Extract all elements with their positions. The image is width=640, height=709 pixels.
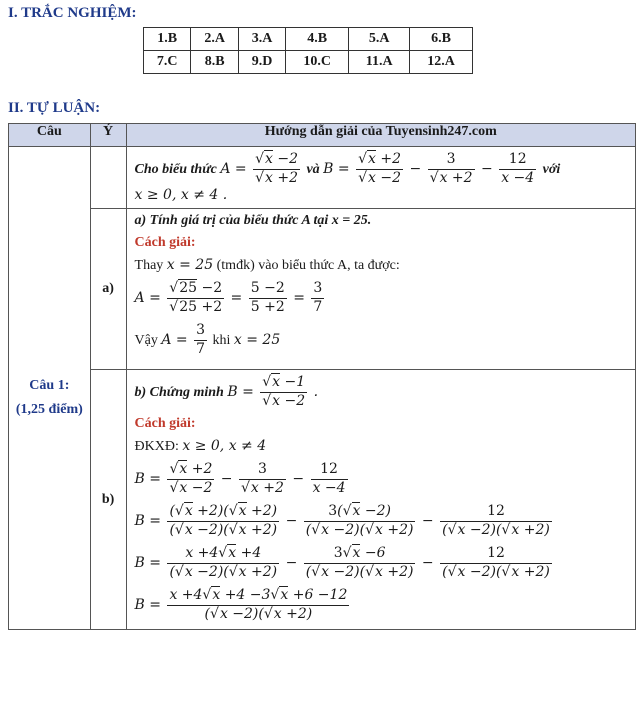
step-1: B = $\frac{√x +2}{√x -2}$ − $\frac{3}{√x +2}$ − $\frac{12}{x -4}$ bbox=[134, 461, 346, 496]
intro-row bbox=[9, 147, 636, 209]
header-cau: Câu bbox=[9, 124, 91, 147]
section-title-essay: II. TỰ LUẬN: bbox=[8, 100, 101, 116]
question-cell bbox=[9, 147, 91, 630]
condition-value: x ≥ 0, x ≠ 4 bbox=[182, 438, 267, 454]
header-y: Ý bbox=[90, 124, 126, 147]
answer-cell: 11.A bbox=[349, 51, 410, 74]
header-row bbox=[9, 124, 636, 147]
condition-label: ĐKXĐ: bbox=[134, 439, 179, 454]
substitute-text-1: Thay bbox=[134, 258, 164, 273]
section-title-multiple-choice: I. TRẮC NGHIỆM: bbox=[8, 5, 137, 21]
intro-with: với bbox=[542, 162, 561, 177]
intro-y-cell bbox=[90, 147, 126, 209]
answer-cell: 7.C bbox=[144, 51, 191, 74]
part-a-solution-title: Cách giải: bbox=[134, 235, 196, 250]
part-a-label: a) bbox=[90, 209, 126, 370]
step-3: B = $\frac{x +4√x +4}{(√x -2)(√x +2)}$ − $\frac{3√x -6}{(√x -2)(√x +2)}$ − $\frac{12}{(√x -2)(√x +2)}$ bbox=[134, 545, 550, 580]
answer-cell: 6.B bbox=[410, 28, 473, 51]
part-a-computation: A = $\frac{√25 -2}{√25 +2}$ = $\frac{5 -2}{5 +2}$ = $\frac{3}{7}$ bbox=[134, 280, 323, 315]
part-b-label: b) bbox=[90, 370, 126, 630]
conclusion-text-1: Vậy bbox=[134, 333, 158, 348]
part-b-row bbox=[9, 370, 636, 630]
step-2: B = $\frac{(√x +2)(√x +2)}{(√x -2)(√x +2)}$ − $\frac{3(√x -2)}{(√x -2)(√x +2)}$ − $\frac{12}{(√x -2)(√x +2)}$ bbox=[134, 503, 550, 538]
answer-cell: 9.D bbox=[238, 51, 285, 74]
conclusion-x: x = 25 bbox=[233, 332, 281, 348]
conclusion-value: A = $\frac{3}{7}$ bbox=[161, 322, 206, 357]
expression-a-def: A = $\frac{√x -2}{√x +2}$ bbox=[220, 151, 298, 186]
conclusion-text-2: khi bbox=[212, 333, 231, 348]
answer-cell: 10.C bbox=[286, 51, 349, 74]
answer-row bbox=[144, 28, 473, 51]
expression-b-def: B = $\frac{√x +2}{√x -2}$ − $\frac{3}{√x +2}$ − $\frac{12}{x -4}$ bbox=[323, 151, 535, 186]
part-a-cell bbox=[126, 209, 635, 370]
answer-key-table bbox=[143, 27, 473, 74]
intro-lead: Cho biểu thức bbox=[134, 162, 217, 177]
substitute-text-2: (tmđk) vào biểu thức A, ta được: bbox=[216, 258, 400, 273]
answer-cell: 5.A bbox=[349, 28, 410, 51]
answer-cell: 3.A bbox=[238, 28, 285, 51]
question-label: Câu 1: bbox=[29, 378, 70, 393]
part-b-task: b) Chứng minh bbox=[134, 385, 224, 400]
part-b-cell bbox=[126, 370, 635, 630]
header-guide: Hướng dẫn giải của Tuyensinh247.com bbox=[126, 124, 635, 147]
part-a-task: a) Tính giá trị của biểu thức A tại x = 25. bbox=[134, 213, 372, 228]
intro-and: và bbox=[306, 162, 320, 177]
part-b-target: B = $\frac{√x -1}{√x -2}$ . bbox=[227, 374, 319, 409]
answer-cell: 2.A bbox=[191, 28, 238, 51]
domain-condition: x ≥ 0, x ≠ 4 . bbox=[134, 187, 228, 203]
intro-expression-cell bbox=[126, 147, 635, 209]
solution-table bbox=[8, 123, 636, 630]
part-a-row bbox=[9, 209, 636, 370]
question-points: (1,25 điểm) bbox=[15, 402, 83, 417]
answer-cell: 12.A bbox=[410, 51, 473, 74]
step-4: B = $\frac{x +4√x +4 -3√x +6 -12}{(√x -2)(√x +2)}$ bbox=[134, 587, 348, 622]
answer-cell: 4.B bbox=[286, 28, 349, 51]
answer-cell: 8.B bbox=[191, 51, 238, 74]
substitute-value: x = 25 bbox=[166, 257, 214, 273]
answer-cell: 1.B bbox=[144, 28, 191, 51]
part-b-solution-title: Cách giải: bbox=[134, 416, 196, 431]
answer-row bbox=[144, 51, 473, 74]
